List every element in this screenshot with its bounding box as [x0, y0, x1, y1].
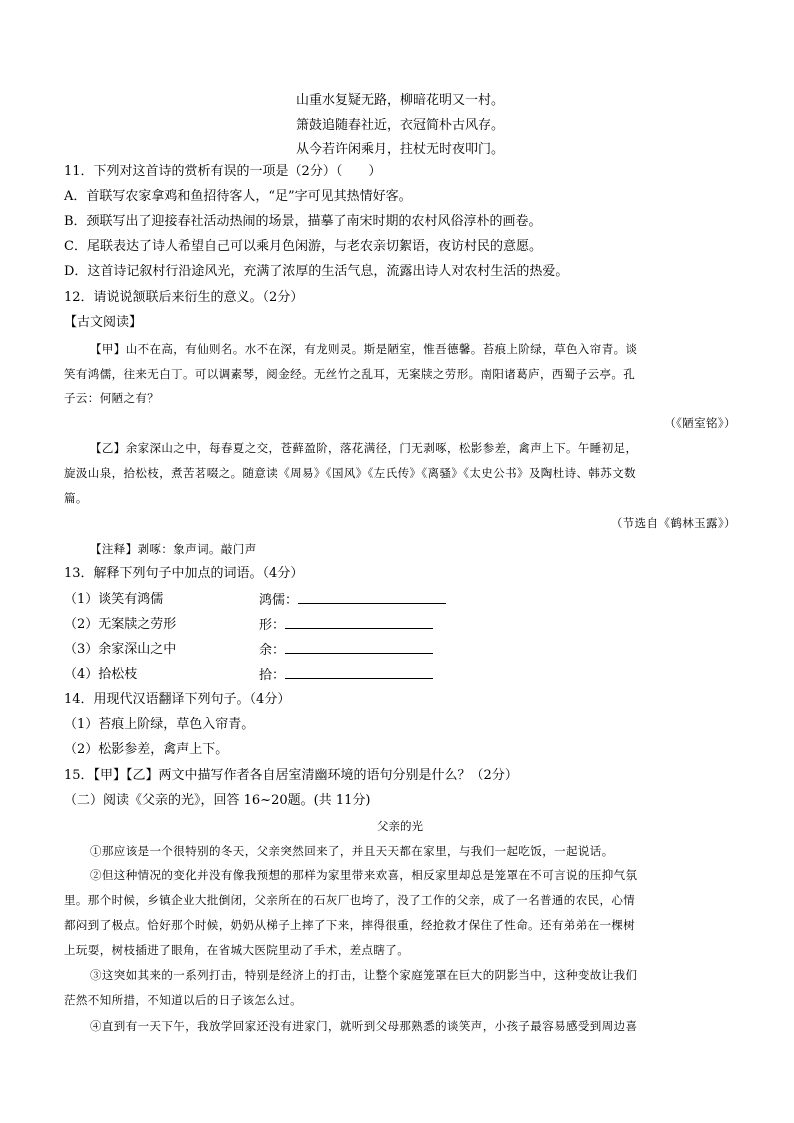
q13-answer-1 — [259, 591, 446, 610]
passage-yi-line-1: 【乙】余家深山之中，每春夏之交，苍藓盈阶，落花满径，门无剥啄，松影参差，禽声上下。午睡初足， — [90, 441, 638, 455]
question-11-stem: 11．下列对这首诗的赏析有误的一项是（2分）（ ） — [64, 164, 382, 179]
article-para-2-line-3: 都闷到了极点。恰好那个时候，奶奶从梯子上摔了下来，摔得很重，经抢救才保住了性命。还有弟弟在一棵树 — [64, 918, 636, 932]
q13-sentence: （2）无案牍之劳形 — [64, 617, 177, 632]
article-para-1: ①那应该是一个很特别的冬天，父亲突然回来了，并且天天都在家里，与我们一起吃饭，一起说话。 — [90, 844, 614, 858]
q13-sentence: （1）谈笑有鸿儒 — [64, 592, 164, 607]
passage-yi-line-3: 篇。 — [64, 491, 88, 505]
article-para-4-line-1: ④直到有一天下午，我放学回家还没有进家门，就听到父母那熟悉的谈笑声，小孩子最容易感受到周边喜 — [90, 1019, 638, 1033]
article-para-2-line-2: 里。那个时候，乡镇企业大批倒闭，父亲所在的石灰厂也垮了，没了工作的父亲，成了一名普通的农民，心情 — [64, 893, 636, 907]
question-14-stem: 14．用现代汉语翻译下列句子。（4分） — [64, 692, 291, 707]
article-title: 父亲的光 — [377, 819, 423, 833]
passage-yi-line-2: 旋汲山泉，拾松枝，煮苦茗啜之。随意读《周易》《国风》《左氏传》《离骚》《太史公书》及陶杜诗、韩苏文数 — [64, 466, 636, 480]
question-14-sentence-2: （2）松影参差，禽声上下。 — [64, 742, 229, 757]
answer-blank[interactable] — [285, 616, 433, 629]
q13-word-label: 形： — [259, 618, 286, 633]
article-para-2-line-1: ②但这种情况的变化并没有像我预想的那样为家里带来欢喜，相反家里却总是笼罩在不可言说的压抑气氛 — [90, 868, 638, 882]
answer-blank[interactable] — [298, 591, 446, 604]
answer-blank[interactable] — [285, 666, 433, 679]
option-b: B．颈联写出了迎接春社活动热闹的场景，描摹了南宋时期的农村风俗淳朴的画卷。 — [64, 214, 542, 229]
poem-line-2: 箫鼓追随春社近，衣冠简朴古风存。 — [295, 118, 504, 133]
passage-jia-line-2: 笑有鸿儒，往来无白丁。可以调素琴，阅金经。无丝竹之乱耳，无案牍之劳形。南阳诸葛庐，西蜀子云亭。孔 — [64, 367, 636, 381]
q13-word-label: 余： — [259, 643, 286, 658]
q13-answer-4 — [259, 666, 433, 685]
passage-jia-source: （《陋室铭》） — [664, 416, 736, 430]
poem-line-1: 山重水复疑无路，柳暗花明又一村。 — [295, 93, 504, 108]
q13-word-label: 拾： — [259, 668, 286, 683]
article-para-3-line-2: 茫然不知所措，不知道以后的日子该怎么过。 — [64, 993, 302, 1007]
question-14-sentence-1: （1）苔痕上阶绿，草色入帘青。 — [64, 717, 255, 732]
question-15: 15．【甲】【乙】两文中描写作者各自居室清幽环境的语句分别是什么？（2分） — [64, 768, 518, 783]
section-title: 【古文阅读】 — [64, 315, 143, 330]
answer-blank[interactable] — [285, 641, 433, 654]
question-12: 12．请说说颔联后来衍生的意义。（2分） — [64, 290, 304, 305]
annotation-note: 【注释】剥啄：象声词。敲门声 — [90, 542, 257, 556]
article-para-2-line-4: 上玩耍，树枝插进了眼角，在省城大医院里动了手术，差点瞎了。 — [64, 943, 410, 957]
question-13-stem: 13．解释下列句子中加点的词语。（4分） — [64, 566, 304, 581]
q13-item-3 — [64, 641, 176, 659]
q13-item-1 — [64, 591, 163, 609]
passage-yi-source: （节选自《鹤林玉露》） — [610, 516, 736, 530]
option-a: A．首联写农家拿鸡和鱼招待客人，“足”字可见其热情好客。 — [64, 189, 412, 204]
article-para-3-line-1: ③这突如其来的一系列打击，特别是经济上的打击，让整个家庭笼罩在巨大的阴影当中，这种变故让我们 — [90, 968, 638, 982]
q13-item-4 — [64, 666, 137, 684]
option-c: C．尾联表达了诗人希望自己可以乘月色闲游，与老农亲切絮语，夜访村民的意愿。 — [64, 239, 542, 254]
q13-answer-2 — [259, 616, 433, 635]
q13-answer-3 — [259, 641, 433, 660]
q13-sentence: （3）余家深山之中 — [64, 642, 177, 657]
option-d: D．这首诗记叙村行沿途风光，充满了浓厚的生活气息，流露出诗人对农村生活的热爱。 — [64, 264, 569, 279]
q13-item-2 — [64, 616, 176, 634]
passage-jia-line-3: 子云：何陋之有？ — [64, 391, 160, 405]
passage-jia-line-1: 【甲】山不在高，有仙则名。水不在深，有龙则灵。斯是陋室，惟吾德馨。苔痕上阶绿，草色入帘青。谈 — [90, 342, 638, 356]
q13-sentence: （4）拾松枝 — [64, 667, 138, 682]
poem-line-3: 从今若许闲乘月，拄杖无时夜叩门。 — [295, 142, 504, 157]
part-two-heading: （二）阅读《父亲的光》，回答 16~20题。(共 11分) — [64, 793, 371, 808]
q13-word-label: 鸿儒： — [259, 593, 299, 608]
